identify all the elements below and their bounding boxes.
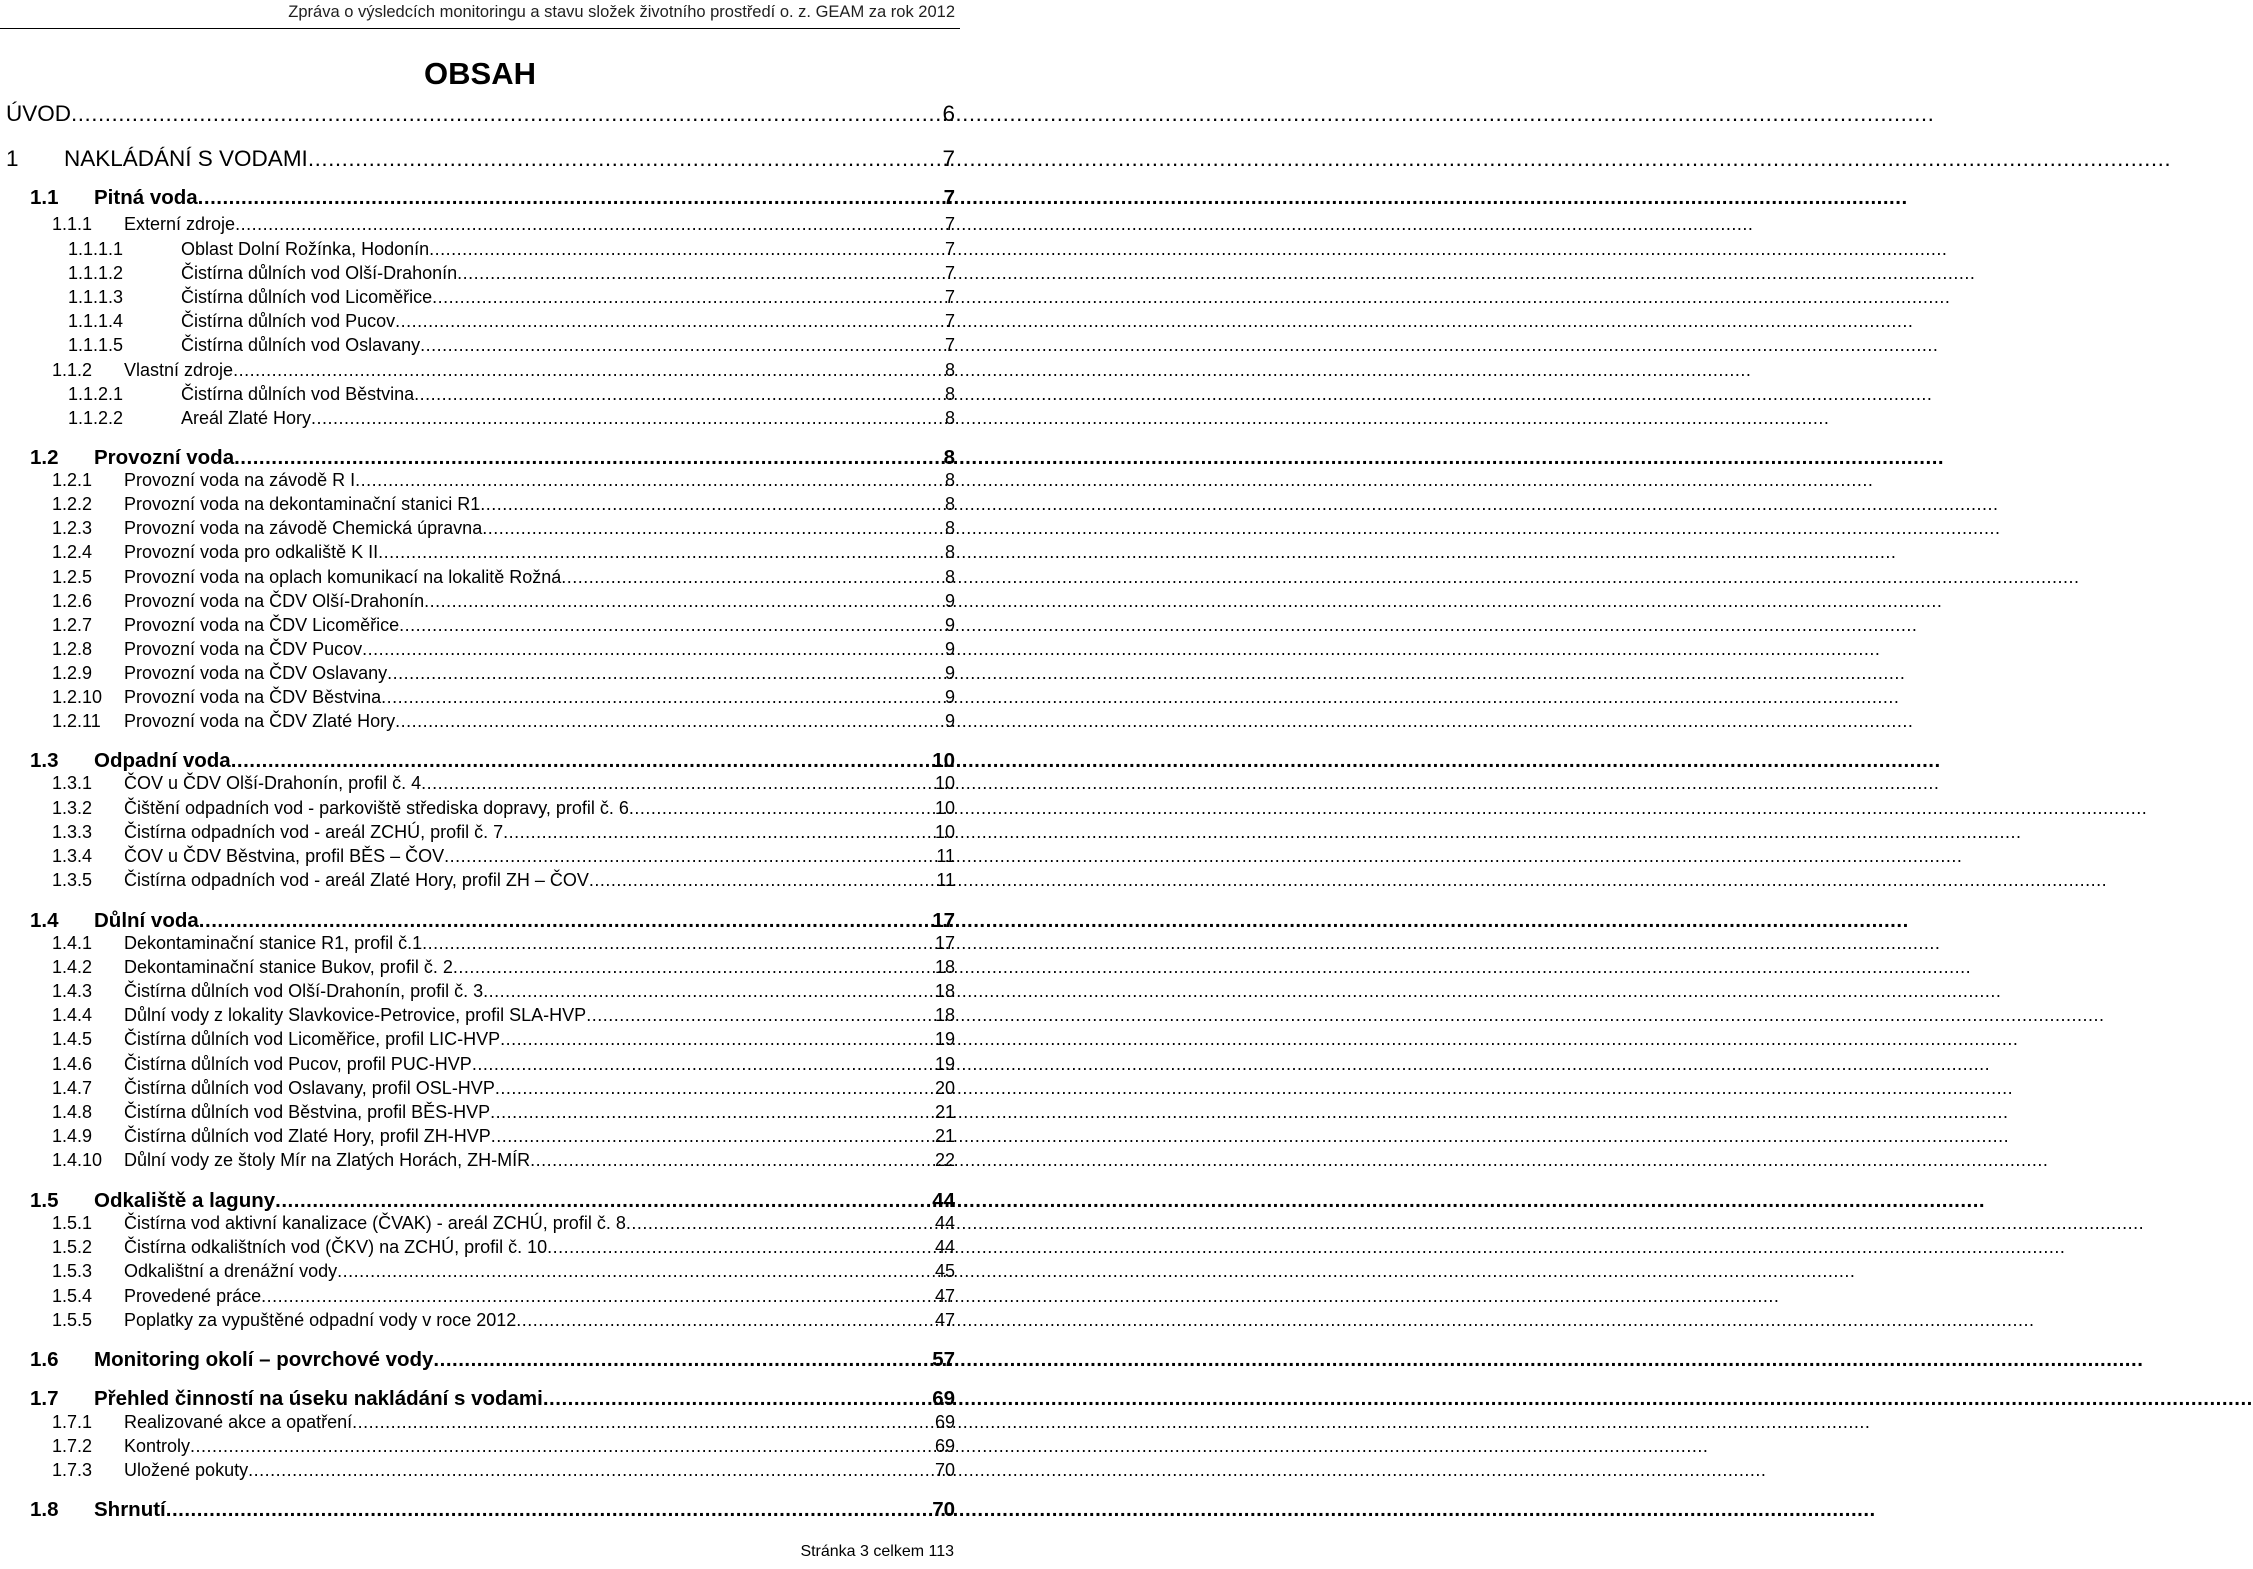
- toc-entry-page: 21: [934, 1126, 955, 1146]
- toc-entry-title: Provozní voda na ČDV Pucov: [124, 639, 363, 659]
- toc-dot-leader: [420, 335, 945, 356]
- toc-entry-title: Kontroly: [124, 1436, 191, 1456]
- toc-entry[interactable]: [0, 846, 960, 867]
- toc-dot-leader: [589, 870, 936, 891]
- toc-dot-leader: [543, 1387, 932, 1411]
- toc-dot-leader: [71, 101, 942, 127]
- toc-entry[interactable]: [0, 567, 960, 588]
- toc-entry-page: 8: [944, 567, 955, 587]
- toc-entry-number: 1.1.2.1: [68, 384, 124, 404]
- toc-entry-page: 9: [944, 687, 955, 707]
- toc-dot-leader: [480, 494, 945, 515]
- toc-entry-title: Realizované akce a opatření: [124, 1412, 353, 1432]
- toc-entry-number: 1.4.6: [52, 1054, 93, 1074]
- toc-dot-leader: [395, 311, 945, 332]
- toc-dot-leader: [482, 518, 945, 539]
- table-of-contents: [0, 0, 960, 1569]
- toc-entry[interactable]: [0, 1286, 960, 1307]
- toc-entry-page: 70: [932, 1498, 955, 1521]
- toc-entry-title: Čistírna důlních vod Oslavany, profil OSL-HVP: [124, 1078, 495, 1098]
- toc-entry-title: Důlní voda: [94, 909, 199, 932]
- toc-entry[interactable]: [0, 263, 960, 284]
- toc-entry[interactable]: [0, 1126, 960, 1147]
- toc-entry-title: Areál Zlaté Hory: [181, 408, 312, 428]
- toc-entry-number: 1.7.3: [52, 1460, 93, 1480]
- toc-entry-number: 1.1.1: [52, 214, 93, 234]
- toc-dot-leader: [483, 981, 935, 1002]
- toc-entry-title: Čistírna důlních vod Zlaté Hory, profil ZH-HVP: [124, 1126, 491, 1146]
- toc-entry-page: 9: [944, 591, 955, 611]
- toc-entry-page: 10: [932, 749, 955, 772]
- toc-entry-number: 1.2.6: [52, 591, 93, 611]
- toc-entry[interactable]: [0, 822, 960, 843]
- toc-entry[interactable]: [0, 287, 960, 308]
- toc-entry-page: 7: [942, 146, 955, 171]
- toc-entry-page: 69: [932, 1387, 955, 1410]
- toc-entry[interactable]: [0, 981, 960, 1002]
- toc-entry-number: ÚVOD: [6, 101, 72, 126]
- toc-entry-page: 21: [934, 1102, 955, 1122]
- toc-entry-page: 19: [934, 1054, 955, 1074]
- toc-entry[interactable]: [0, 214, 960, 235]
- toc-entry[interactable]: [0, 384, 960, 405]
- toc-entry-title: Čistírna odpadních vod - areál Zlaté Hory, profil ZH – ČOV: [124, 870, 589, 890]
- toc-entry[interactable]: [0, 749, 960, 773]
- toc-entry-title: Oblast Dolní Rožínka, Hodonín: [181, 239, 430, 259]
- toc-entry-number: 1.2.8: [52, 639, 93, 659]
- toc-entry-title: Monitoring okolí – povrchové vody: [94, 1348, 434, 1371]
- toc-entry-page: 57: [932, 1348, 955, 1371]
- toc-entry-number: 1.5: [30, 1189, 59, 1212]
- toc-dot-leader: [355, 470, 945, 491]
- toc-dot-leader: [444, 846, 936, 867]
- toc-dot-leader: [362, 639, 945, 660]
- toc-entry-title: Čistírna odkalištních vod (ČKV) na ZCHÚ, profil č. 10: [124, 1237, 548, 1257]
- toc-entry-page: 7: [943, 186, 955, 209]
- toc-entry-number: 1.4.5: [52, 1029, 93, 1049]
- toc-entry-title: Provozní voda na ČDV Licoměřice: [124, 615, 400, 635]
- toc-entry-number: 1.1.1.3: [68, 287, 124, 307]
- toc-entry-page: 44: [934, 1237, 955, 1257]
- toc-entry-number: 1.1.2: [52, 360, 93, 380]
- toc-entry-title: Čistírna důlních vod Licoměřice: [181, 287, 433, 307]
- toc-entry-page: 10: [934, 798, 955, 818]
- toc-entry-page: 47: [934, 1310, 955, 1330]
- toc-entry-number: 1.5.2: [52, 1237, 93, 1257]
- toc-dot-leader: [275, 1189, 932, 1213]
- toc-dot-leader: [490, 1102, 935, 1123]
- toc-entry-title: NAKLÁDÁNÍ S VODAMI: [64, 146, 308, 171]
- toc-entry[interactable]: [0, 639, 960, 660]
- toc-entry-page: 9: [944, 639, 955, 659]
- toc-entry-title: Důlní vody z lokality Slavkovice-Petrovice, profil SLA-HVP: [124, 1005, 587, 1025]
- toc-entry-number: 1.2.10: [52, 687, 103, 707]
- toc-entry-title: Odpadní voda: [94, 749, 231, 772]
- toc-entry-page: 8: [944, 470, 955, 490]
- toc-entry-number: 1.1.1.5: [68, 335, 124, 355]
- toc-entry-number: 1.3.1: [52, 773, 93, 793]
- toc-entry-page: 47: [934, 1286, 955, 1306]
- toc-entry[interactable]: [0, 1261, 960, 1282]
- toc-dot-leader: [424, 591, 945, 612]
- toc-entry[interactable]: [0, 494, 960, 515]
- toc-entry-page: 20: [934, 1078, 955, 1098]
- toc-dot-leader: [586, 1005, 935, 1026]
- toc-entry-title: Provozní voda na oplach komunikací na lokalitě Rožná: [124, 567, 562, 587]
- toc-entry-page: 8: [944, 360, 955, 380]
- toc-entry-title: Čistírna důlních vod Licoměřice, profil LIC-HVP: [124, 1029, 501, 1049]
- toc-entry-title: Čištění odpadních vod - parkoviště střediska dopravy, profil č. 6: [124, 798, 629, 818]
- toc-entry-page: 6: [942, 101, 955, 126]
- toc-entry-page: 8: [944, 384, 955, 404]
- toc-dot-leader: [231, 749, 933, 773]
- toc-entry-number: 1.2.9: [52, 663, 93, 683]
- toc-entry-number: 1.4.9: [52, 1126, 93, 1146]
- toc-entry-title: Provozní voda na závodě Chemická úpravna: [124, 518, 483, 538]
- toc-entry-number: 1.7.1: [52, 1412, 93, 1432]
- toc-entry-page: 69: [934, 1412, 955, 1432]
- toc-entry-title: Shrnutí: [94, 1498, 166, 1521]
- toc-entry-page: 44: [934, 1213, 955, 1233]
- toc-entry-number: 1.2.3: [52, 518, 93, 538]
- toc-dot-leader: [629, 798, 935, 819]
- toc-entry-page: 44: [932, 1189, 955, 1212]
- toc-dot-leader: [433, 1348, 932, 1372]
- toc-dot-leader: [472, 1054, 935, 1075]
- toc-entry[interactable]: [0, 542, 960, 563]
- toc-entry[interactable]: [0, 239, 960, 260]
- toc-entry-number: 1.1.2.2: [68, 408, 124, 428]
- toc-entry-number: 1.4: [30, 909, 59, 932]
- toc-entry-number: 1.7.2: [52, 1436, 93, 1456]
- toc-entry-title: Externí zdroje: [124, 214, 236, 234]
- toc-entry-number: 1.7: [30, 1387, 59, 1410]
- toc-dot-leader: [311, 408, 945, 429]
- toc-entry-title: Čistírna důlních vod Běstvina: [181, 384, 415, 404]
- toc-entry-number: 1.4.7: [52, 1078, 93, 1098]
- toc-entry-title: Čistírna vod aktivní kanalizace (ČVAK) - areál ZCHÚ, profil č. 8: [124, 1213, 626, 1233]
- toc-entry[interactable]: [0, 1498, 960, 1522]
- toc-dot-leader: [198, 186, 944, 210]
- toc-entry-title: Dekontaminační stanice R1, profil č.1: [124, 933, 423, 953]
- toc-entry-number: 1.2.7: [52, 615, 93, 635]
- toc-entry[interactable]: [0, 518, 960, 539]
- toc-entry-number: 1.8: [30, 1498, 59, 1521]
- toc-entry-number: 1.2: [30, 446, 59, 469]
- toc-entry-page: 69: [934, 1436, 955, 1456]
- toc-dot-leader: [387, 663, 945, 684]
- toc-entry-number: 1.5.1: [52, 1213, 93, 1233]
- toc-entry[interactable]: [0, 1237, 960, 1258]
- toc-dot-leader: [261, 1286, 935, 1307]
- toc-entry-title: Čistírna důlních vod Olší-Drahonín, profil č. 3: [124, 981, 484, 1001]
- toc-entry-number: 1.4.1: [52, 933, 93, 953]
- toc-entry[interactable]: [0, 591, 960, 612]
- toc-dot-leader: [199, 909, 932, 933]
- toc-dot-leader: [530, 1150, 935, 1171]
- toc-entry-page: 8: [943, 446, 955, 469]
- toc-dot-leader: [378, 542, 945, 563]
- toc-entry[interactable]: [0, 186, 960, 210]
- toc-entry-page: 45: [934, 1261, 955, 1281]
- toc-entry-number: 1.2.11: [52, 711, 101, 731]
- toc-entry[interactable]: [0, 663, 960, 684]
- toc-entry-page: 9: [944, 663, 955, 683]
- toc-dot-leader: [414, 384, 945, 405]
- toc-entry-title: Čistírna odpadních vod - areál ZCHÚ, profil č. 7: [124, 822, 504, 842]
- toc-entry-number: 1.3: [30, 749, 59, 772]
- toc-entry[interactable]: [0, 311, 960, 332]
- toc-entry-number: 1.5.3: [52, 1261, 93, 1281]
- toc-entry-page: 11: [936, 846, 955, 866]
- toc-entry-title: Čistírna důlních vod Oslavany: [181, 335, 421, 355]
- toc-entry[interactable]: [0, 1412, 960, 1433]
- toc-entry-title: Provozní voda: [94, 446, 235, 469]
- toc-entry[interactable]: [0, 909, 960, 933]
- page-footer: Stránka 3 celkem 113: [800, 1543, 954, 1560]
- toc-entry[interactable]: [0, 1348, 960, 1372]
- toc-entry[interactable]: [0, 1213, 960, 1234]
- toc-dot-leader: [395, 711, 945, 732]
- toc-dot-leader: [381, 687, 945, 708]
- toc-entry[interactable]: [0, 101, 960, 127]
- toc-dot-leader: [626, 1213, 935, 1234]
- toc-dot-leader: [234, 446, 943, 470]
- toc-entry-number: 1.4.8: [52, 1102, 93, 1122]
- toc-entry-title: Provozní voda na ČDV Oslavany: [124, 663, 388, 683]
- toc-dot-leader: [516, 1310, 935, 1331]
- toc-entry-title: Čistírna důlních vod Běstvina, profil BĚS-HVP: [124, 1102, 491, 1122]
- toc-entry-number: 1.2.2: [52, 494, 93, 514]
- toc-dot-leader: [422, 933, 935, 954]
- toc-entry[interactable]: [0, 1436, 960, 1457]
- toc-dot-leader: [337, 1261, 935, 1282]
- toc-entry-number: 1.5.5: [52, 1310, 93, 1330]
- toc-entry-title: Uložené pokuty: [124, 1460, 249, 1480]
- toc-entry[interactable]: [0, 933, 960, 954]
- running-header: Zpráva o výsledcích monitoringu a stavu složek životního prostředí o. z. GEAM za rok 2012: [288, 3, 955, 21]
- toc-entry[interactable]: [0, 1054, 960, 1075]
- toc-entry-number: 1.1: [30, 186, 59, 209]
- toc-entry-page: 18: [934, 1005, 955, 1025]
- toc-entry-number: 1.2.4: [52, 542, 93, 562]
- toc-entry-page: 18: [934, 981, 955, 1001]
- toc-entry-title: Provedené práce: [124, 1286, 262, 1306]
- toc-entry-page: 11: [936, 870, 955, 890]
- page-title-text: OBSAH: [424, 56, 536, 91]
- toc-entry-title: Provozní voda na závodě R I: [124, 470, 356, 490]
- toc-entry[interactable]: [0, 1189, 960, 1213]
- toc-entry-title: Čistírna důlních vod Pucov, profil PUC-HVP: [124, 1054, 472, 1074]
- toc-entry-title: Pitná voda: [94, 186, 198, 209]
- toc-entry-number: 1.3.2: [52, 798, 93, 818]
- toc-entry-title: Přehled činností na úseku nakládání s vodami: [94, 1387, 543, 1410]
- toc-entry-page: 7: [944, 287, 955, 307]
- toc-entry-title: Důlní vody ze štoly Mír na Zlatých Horách, ZH-MÍR: [124, 1150, 531, 1170]
- toc-entry[interactable]: [0, 615, 960, 636]
- toc-dot-leader: [166, 1498, 932, 1522]
- toc-dot-leader: [457, 263, 945, 284]
- toc-entry-page: 8: [944, 494, 955, 514]
- toc-entry[interactable]: [0, 798, 960, 819]
- toc-entry[interactable]: [0, 1029, 960, 1050]
- toc-entry-page: 18: [934, 957, 955, 977]
- toc-entry-number: 1: [6, 146, 19, 171]
- toc-entry[interactable]: [0, 1460, 960, 1481]
- toc-dot-leader: [190, 1436, 935, 1457]
- toc-entry[interactable]: [0, 957, 960, 978]
- toc-entry[interactable]: [0, 446, 960, 470]
- toc-entry[interactable]: [0, 1102, 960, 1123]
- toc-entry-title: Provozní voda na ČDV Běstvina: [124, 687, 382, 707]
- toc-entry[interactable]: [0, 773, 960, 794]
- toc-entry-title: Vlastní zdroje: [124, 360, 234, 380]
- toc-entry[interactable]: [0, 1078, 960, 1099]
- toc-entry-page: 8: [944, 408, 955, 428]
- toc-dot-leader: [429, 239, 945, 260]
- toc-dot-leader: [432, 287, 945, 308]
- toc-entry-title: Poplatky za vypuštěné odpadní vody v roce 2012: [124, 1310, 517, 1330]
- toc-dot-leader: [491, 1126, 935, 1147]
- toc-entry-number: 1.4.3: [52, 981, 93, 1001]
- toc-dot-leader: [235, 214, 945, 235]
- toc-entry[interactable]: [0, 711, 960, 732]
- toc-entry[interactable]: [0, 1310, 960, 1331]
- toc-entry-title: ČOV u ČDV Běstvina, profil BĚS – ČOV: [124, 846, 445, 866]
- toc-dot-leader: [503, 822, 935, 843]
- toc-entry-number: 1.3.3: [52, 822, 93, 842]
- toc-dot-leader: [399, 615, 945, 636]
- toc-entry-page: 7: [944, 335, 955, 355]
- toc-dot-leader: [547, 1237, 935, 1258]
- toc-entry-title: Provozní voda na ČDV Olší-Drahonín: [124, 591, 425, 611]
- toc-entry-number: 1.6: [30, 1348, 59, 1371]
- toc-entry[interactable]: [0, 360, 960, 381]
- toc-dot-leader: [352, 1412, 935, 1433]
- toc-entry-number: 1.4.10: [52, 1150, 103, 1170]
- toc-entry[interactable]: [0, 1387, 960, 1411]
- toc-entry-title: Čistírna důlních vod Olší-Drahonín: [181, 263, 458, 283]
- toc-entry-title: Odkaliště a laguny: [94, 1189, 276, 1212]
- toc-entry[interactable]: [0, 470, 960, 491]
- toc-entry[interactable]: [0, 1005, 960, 1026]
- toc-entry-number: 1.1.1.2: [68, 263, 124, 283]
- toc-dot-leader: [421, 773, 935, 794]
- toc-entry-page: 7: [944, 239, 955, 259]
- toc-entry-number: 1.4.2: [52, 957, 93, 977]
- toc-entry-number: 1.1.1.4: [68, 311, 124, 331]
- toc-entry-number: 1.4.4: [52, 1005, 93, 1025]
- toc-dot-leader: [248, 1460, 935, 1481]
- toc-entry-page: 9: [944, 615, 955, 635]
- toc-entry-page: 7: [944, 263, 955, 283]
- toc-entry-number: 1.2.1: [52, 470, 93, 490]
- toc-entry-number: 1.3.4: [52, 846, 93, 866]
- toc-dot-leader: [500, 1029, 935, 1050]
- toc-dot-leader: [308, 146, 943, 172]
- toc-entry-title: ČOV u ČDV Olší-Drahonín, profil č. 4: [124, 773, 422, 793]
- toc-entry[interactable]: [0, 1150, 960, 1171]
- toc-entry-page: 10: [934, 822, 955, 842]
- toc-entry-number: 1.1.1.1: [68, 239, 124, 259]
- toc-entry-title: Odkalištní a drenážní vody: [124, 1261, 338, 1281]
- toc-entry-page: 9: [944, 711, 955, 731]
- toc-entry[interactable]: [0, 870, 960, 891]
- toc-entry-title: Provozní voda pro odkaliště K II: [124, 542, 379, 562]
- toc-entry[interactable]: [0, 408, 960, 429]
- toc-entry[interactable]: [0, 146, 960, 172]
- toc-entry-number: 1.3.5: [52, 870, 93, 890]
- toc-dot-leader: [453, 957, 935, 978]
- toc-entry-title: Dekontaminační stanice Bukov, profil č. 2: [124, 957, 453, 977]
- toc-entry-page: 7: [944, 214, 955, 234]
- toc-dot-leader: [495, 1078, 935, 1099]
- toc-entry-title: Provozní voda na ČDV Zlaté Hory: [124, 711, 396, 731]
- toc-entry-page: 17: [932, 909, 955, 932]
- toc-entry[interactable]: [0, 687, 960, 708]
- toc-entry-page: 19: [934, 1029, 955, 1049]
- toc-entry-title: Provozní voda na dekontaminační stanici R1: [124, 494, 481, 514]
- toc-entry-page: 70: [934, 1460, 955, 1480]
- toc-entry-page: 17: [934, 933, 955, 953]
- toc-entry-number: 1.2.5: [52, 567, 93, 587]
- toc-entry[interactable]: [0, 335, 960, 356]
- toc-entry-title: Čistírna důlních vod Pucov: [181, 311, 396, 331]
- toc-entry-page: 8: [944, 542, 955, 562]
- toc-entry-page: 22: [934, 1150, 955, 1170]
- toc-entry-number: 1.5.4: [52, 1286, 93, 1306]
- toc-entry-page: 8: [944, 518, 955, 538]
- toc-entry-page: 10: [934, 773, 955, 793]
- toc-entry-page: 7: [944, 311, 955, 331]
- toc-dot-leader: [561, 567, 945, 588]
- toc-dot-leader: [233, 360, 945, 381]
